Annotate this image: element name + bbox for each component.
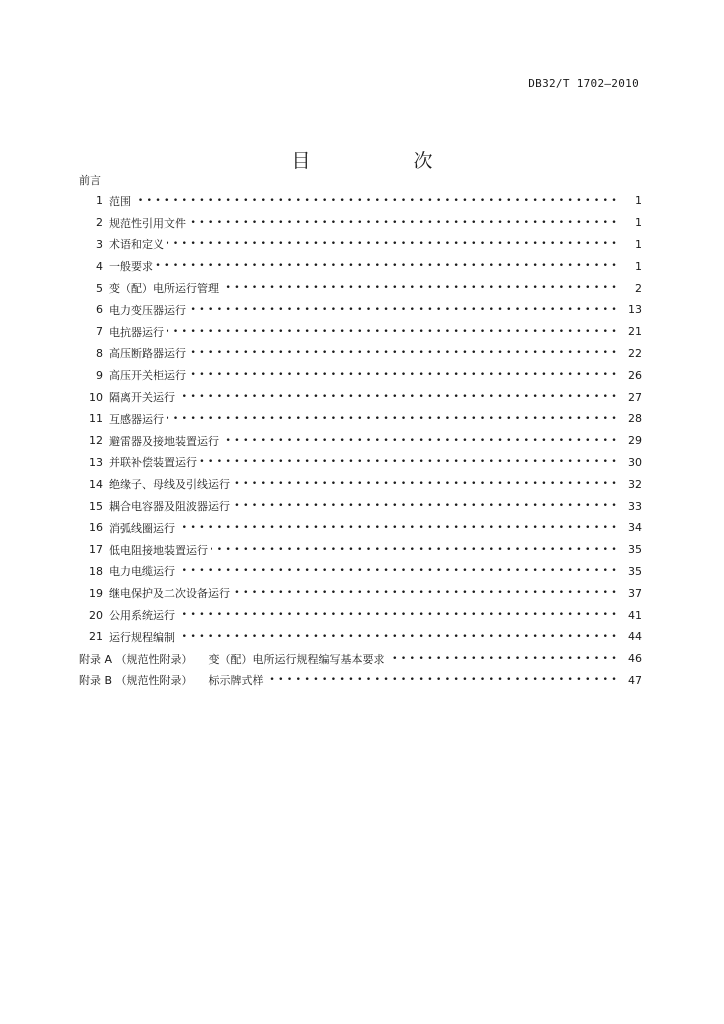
dot-leader [233,477,617,491]
entry-page-number: 28 [628,412,642,426]
entry-page-number: 26 [628,368,642,382]
entry-page-number: 2 [635,281,642,295]
toc-entry[interactable] [79,386,642,408]
toc-entry[interactable] [79,212,642,234]
toc-entry[interactable] [79,495,642,517]
dot-leader [167,325,617,339]
toc-entry[interactable] [79,626,642,648]
entry-title: 电力变压器运行 [109,303,186,317]
toc-entry[interactable] [79,255,642,277]
entry-number: 10 [89,390,103,404]
page-title: 目 次 [291,150,475,172]
entry-page-number: 13 [628,303,642,317]
entry-number: 13 [89,455,103,469]
entry-number: 19 [89,586,103,600]
toc-entry[interactable] [79,582,642,604]
dot-leader [233,499,617,513]
entry-page-number: 34 [628,521,642,535]
entry-title: 低电阻接地装置运行 [109,543,208,557]
entry-title: 消弧线圈运行 [109,521,175,535]
entry-title: 电抗器运行 [109,325,164,339]
entry-page-number: 47 [628,673,642,687]
dot-leader [178,608,617,622]
toc-entry[interactable] [79,452,642,474]
entry-title: 变（配）电所运行管理 [109,282,219,296]
dot-leader [189,216,617,230]
entry-title: 隔离开关运行 [109,391,175,405]
entry-page-number: 29 [628,434,642,448]
entry-number: 15 [89,499,103,513]
dot-leader [189,368,617,382]
dot-leader [189,346,617,360]
entry-number: 4 [96,259,103,273]
dot-leader [200,455,617,469]
dot-leader [233,586,617,600]
entry-title: 规范性引用文件 [109,216,186,230]
toc-entry[interactable] [79,430,642,452]
toc-entry[interactable] [79,190,642,212]
dot-leader [222,434,617,448]
entry-title: 高压断路器运行 [109,347,186,361]
entry-title: 并联补偿装置运行 [109,456,197,470]
entry-title: 术语和定义 [109,238,164,252]
entry-number: 6 [96,303,103,317]
dot-leader [178,521,617,535]
entry-page-number: 32 [628,477,642,491]
entry-page-number: 44 [628,630,642,644]
entry-title: 避雷器及接地装置运行 [109,434,219,448]
dot-leader [222,281,617,295]
toc-entry[interactable] [79,473,642,495]
entry-page-number: 30 [628,455,642,469]
toc-entry[interactable] [79,539,642,561]
toc-entry[interactable] [79,517,642,539]
entry-page-number: 33 [628,499,642,513]
entry-title: 继电保护及二次设备运行 [109,587,230,601]
entry-number: 5 [96,281,103,295]
toc-entry[interactable] [79,561,642,583]
entry-number: 1 [96,194,103,208]
dot-leader [167,237,617,251]
appendix-label: 附录 B （规范性附录） [79,674,193,688]
dot-leader [211,543,617,557]
toc-entry[interactable] [79,234,642,256]
dot-leader [156,259,617,273]
entry-page-number: 21 [628,325,642,339]
toc-entry[interactable] [79,408,642,430]
standard-code: DB32/T 1702—2010 [528,77,639,90]
dot-leader [178,564,617,578]
entry-number: 7 [96,325,103,339]
dot-leader [178,630,617,644]
entry-number: 20 [89,608,103,622]
entry-page-number: 1 [635,194,642,208]
entry-page-number: 22 [628,346,642,360]
entry-number: 11 [89,412,103,426]
entry-number: 9 [96,368,103,382]
entry-number: 3 [96,237,103,251]
entry-title: 范围 [109,194,131,208]
entry-page-number: 1 [635,237,642,251]
dot-leader [178,390,617,404]
toc-entry[interactable] [79,277,642,299]
entry-page-number: 27 [628,390,642,404]
entry-page-number: 41 [628,608,642,622]
entry-title: 一般要求 [109,260,153,274]
entry-number: 17 [89,543,103,557]
toc-appendix-entry[interactable] [79,648,642,670]
entry-number: 12 [89,434,103,448]
appendix-title: 标示牌式样 [208,674,264,688]
toc-preface[interactable]: 前言 [79,174,101,187]
entry-page-number: 1 [635,216,642,230]
entry-number: 14 [89,477,103,491]
entry-number: 21 [89,630,103,644]
dot-leader [134,194,617,208]
entry-page-number: 46 [628,652,642,666]
entry-title: 公用系统运行 [109,609,175,623]
entry-page-number: 1 [635,259,642,273]
entry-title: 互感器运行 [109,412,164,426]
toc-entry[interactable] [79,321,642,343]
table-of-contents [79,190,642,691]
dot-leader [267,673,617,687]
entry-title: 电力电缆运行 [109,565,175,579]
entry-number: 16 [89,521,103,535]
entry-number: 2 [96,216,103,230]
entry-title: 运行规程编制 [109,630,175,644]
toc-appendix-entry[interactable] [79,670,642,692]
entry-title: 绝缘子、母线及引线运行 [109,478,230,492]
dot-leader [167,412,617,426]
appendix-title: 变（配）电所运行规程编写基本要求 [208,652,385,666]
entry-title: 耦合电容器及阻波器运行 [109,500,230,514]
toc-entry[interactable] [79,343,642,365]
entry-page-number: 35 [628,543,642,557]
entry-page-number: 37 [628,586,642,600]
entry-title: 高压开关柜运行 [109,369,186,383]
dot-leader [388,652,617,666]
dot-leader [189,303,617,317]
entry-number: 8 [96,346,103,360]
appendix-label: 附录 A （规范性附录） [79,652,193,666]
toc-entry[interactable] [79,364,642,386]
entry-page-number: 35 [628,564,642,578]
toc-entry[interactable] [79,299,642,321]
entry-number: 18 [89,564,103,578]
toc-entry[interactable] [79,604,642,626]
